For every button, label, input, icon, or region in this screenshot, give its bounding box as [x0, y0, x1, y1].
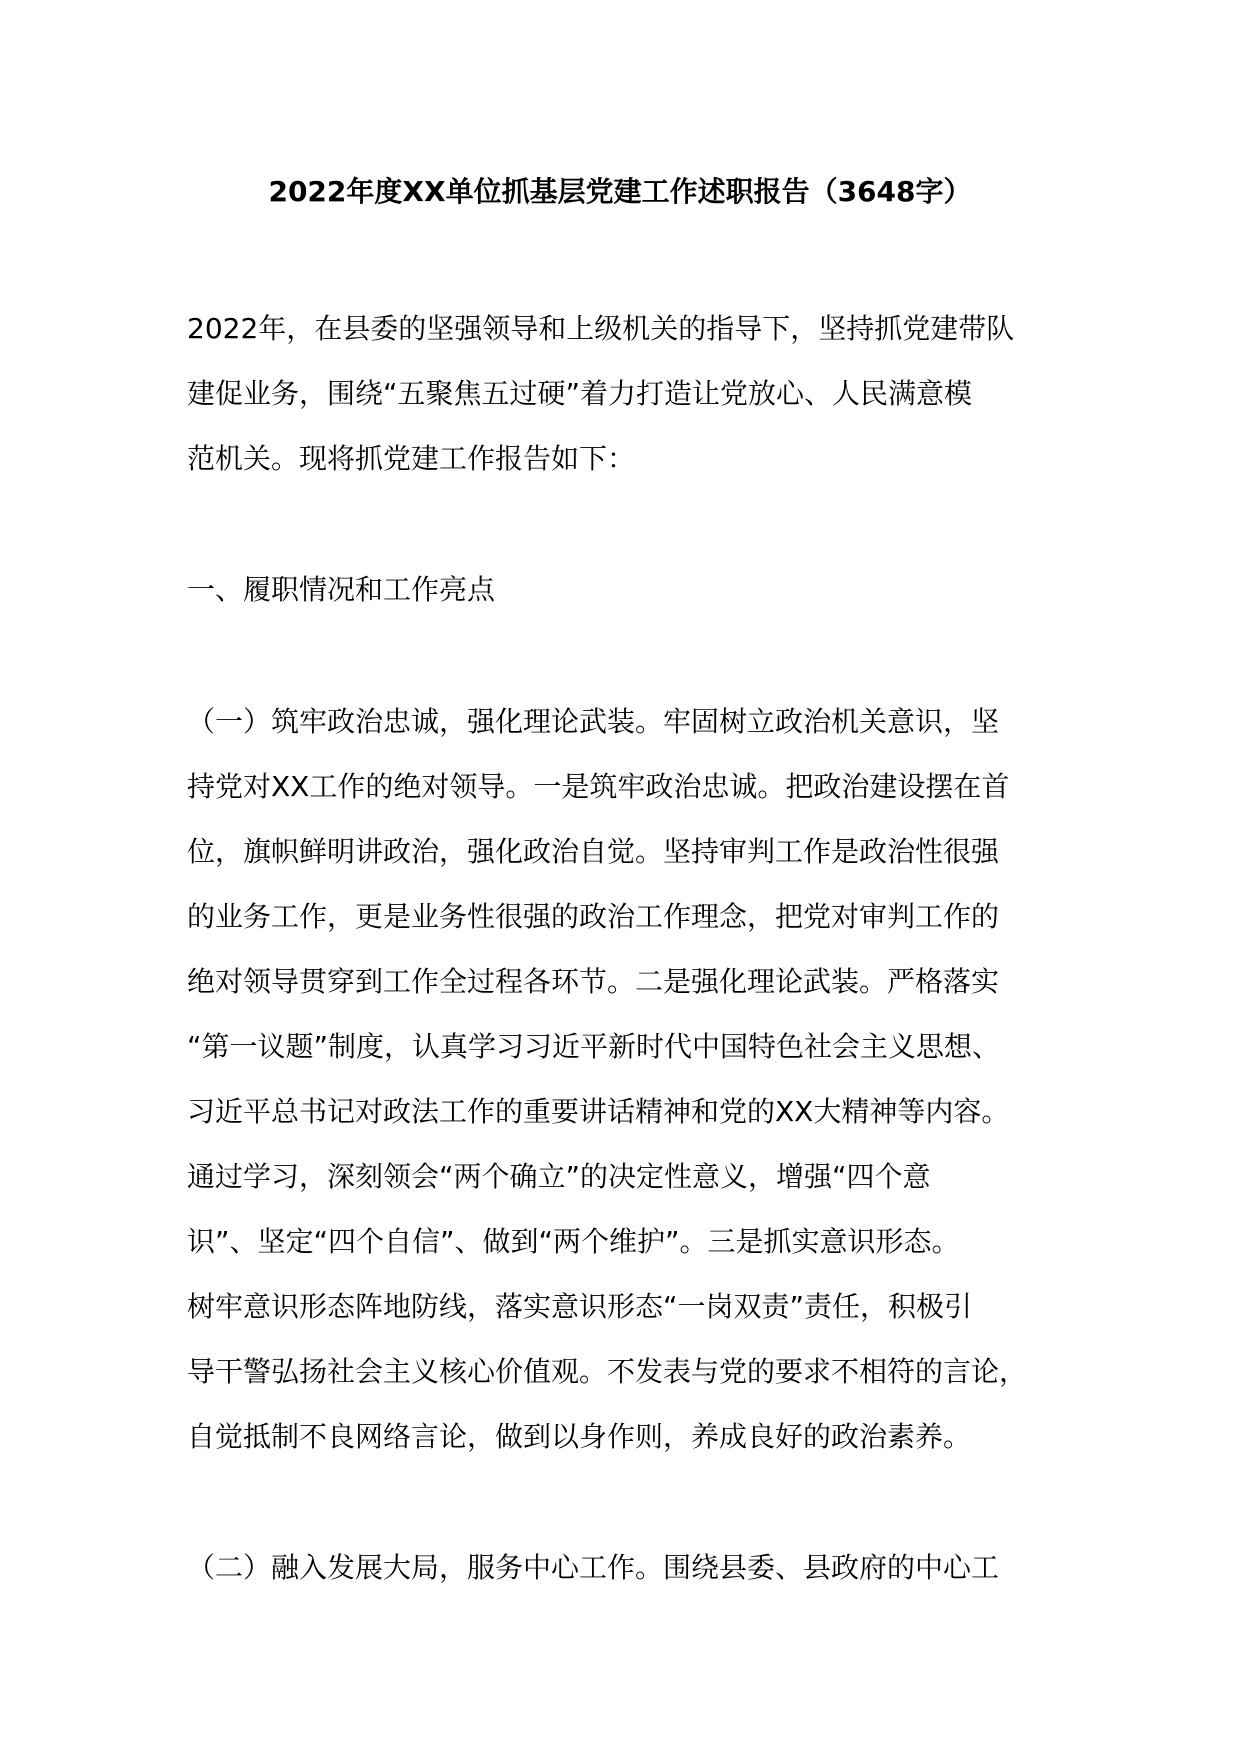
paragraph-line: 导干警弘扬社会主义核心价值观。不发表与党的要求不相符的言论， [187, 1355, 1028, 1388]
paragraph-line: 建促业务，围绕“五聚焦五过硬”着力打造让党放心、人民满意模 [187, 377, 973, 410]
paragraph-line: 自觉抵制不良网络言论，做到以身作则，养成良好的政治素养。 [187, 1420, 972, 1453]
paragraph-line: （二）融入发展大局，服务中心工作。围绕县委、县政府的中心工 [187, 1551, 1000, 1584]
section-heading: 一、履职情况和工作亮点 [187, 573, 496, 606]
paragraph-line: 习近平总书记对政法工作的重要讲话精神和党的XX大精神等内容。 [187, 1095, 1010, 1128]
paragraph-line: 范机关。现将抓党建工作报告如下： [187, 442, 636, 475]
paragraph-line: 识”、坚定“四个自信”、做到“两个维护”。三是抓实意识形态。 [187, 1225, 960, 1258]
paragraph-line: “第一议题”制度，认真学习习近平新时代中国特色社会主义思想、 [187, 1030, 1001, 1063]
paragraph-line: 树牢意识形态阵地防线，落实意识形态“一岗双责”责任，积极引 [187, 1290, 973, 1323]
paragraph-line: （一）筑牢政治忠诚，强化理论武装。牢固树立政治机关意识，坚 [187, 705, 1000, 738]
paragraph-line: 通过学习，深刻领会“两个确立”的决定性意义，增强“四个意 [187, 1160, 931, 1193]
paragraph-line: 的业务工作，更是业务性很强的政治工作理念，把党对审判工作的 [187, 900, 1000, 933]
paragraph-line: 2022年，在县委的坚强领导和上级机关的指导下，坚持抓党建带队 [187, 312, 1015, 345]
paragraph-line: 位，旗帜鲜明讲政治，强化政治自觉。坚持审判工作是政治性很强 [187, 835, 1000, 868]
paragraph-line: 绝对领导贯穿到工作全过程各环节。二是强化理论武装。严格落实 [187, 965, 1000, 998]
document-title: 2022年度XX单位抓基层党建工作述职报告（3648字） [268, 175, 972, 208]
paragraph-line: 持党对XX工作的绝对领导。一是筑牢政治忠诚。把政治建设摆在首 [187, 770, 1010, 803]
